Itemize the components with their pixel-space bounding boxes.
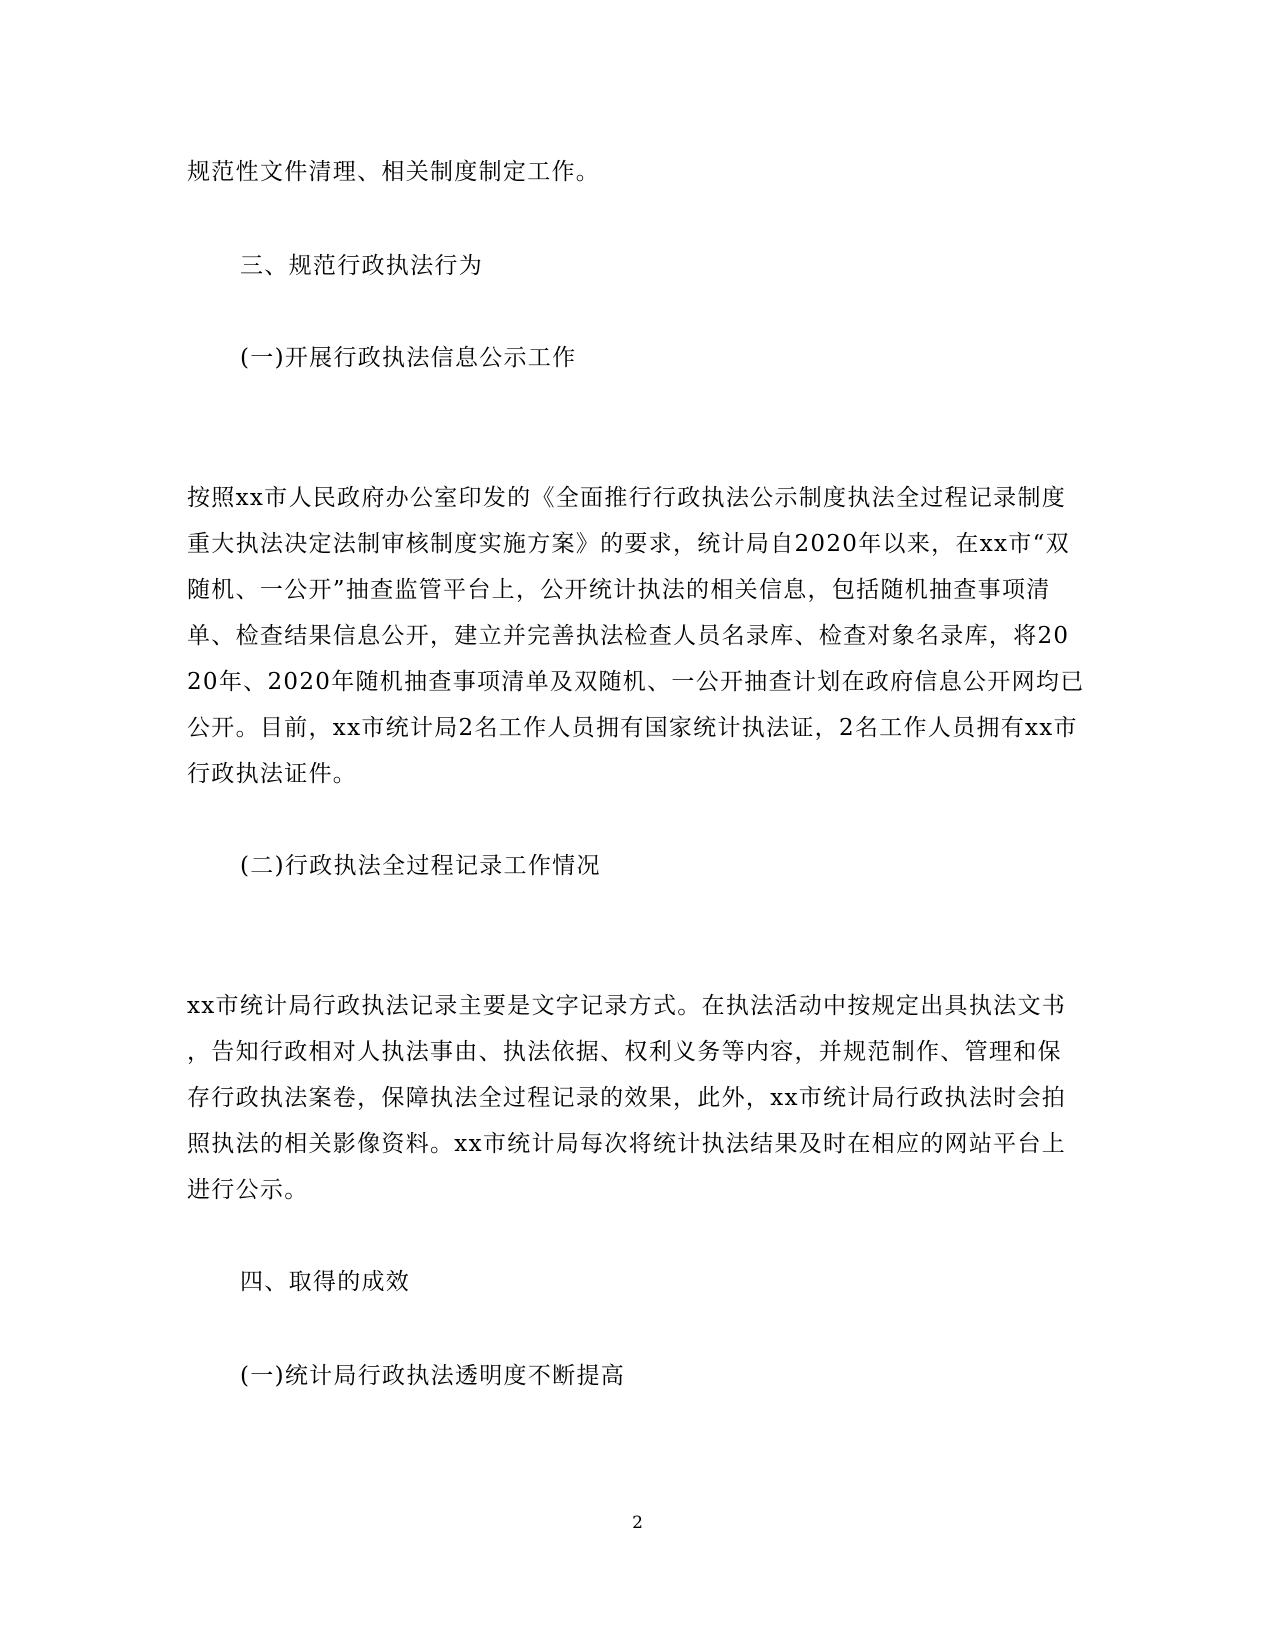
section-heading: 三、规范行政执法行为 xyxy=(240,253,483,279)
paragraph-line: 重大执法决定法制审核制度实施方案》的要求，统计局自2020年以来，在xx市“双 xyxy=(187,531,1070,557)
subsection-heading: (一)开展行政执法信息公示工作 xyxy=(240,345,577,371)
paragraph-line: 单、检查结果信息公开，建立并完善执法检查人员名录库、检查对象名录库，将20 xyxy=(187,623,1070,649)
section-heading: 四、取得的成效 xyxy=(240,1269,411,1295)
body-text-line: 规范性文件清理、相关制度制定工作。 xyxy=(187,159,601,185)
paragraph-line: 随机、一公开”抽查监管平台上，公开统计执法的相关信息，包括随机抽查事项清 xyxy=(187,577,1051,603)
paragraph-line: 行政执法证件。 xyxy=(187,761,358,787)
paragraph-line: xx市统计局行政执法记录主要是文字记录方式。在执法活动中按规定出具执法文书 xyxy=(187,993,1067,1019)
paragraph-line: 20年、2020年随机抽查事项清单及双随机、一公开抽查计划在政府信息公开网均已 xyxy=(187,669,1085,695)
paragraph-line: 公开。目前，xx市统计局2名工作人员拥有国家统计执法证，2名工作人员拥有xx市 xyxy=(187,715,1078,741)
paragraph-line: 照执法的相关影像资料。xx市统计局每次将统计执法结果及时在相应的网站平台上 xyxy=(187,1131,1067,1157)
paragraph-line: 按照xx市人民政府办公室印发的《全面推行行政执法公示制度执法全过程记录制度 xyxy=(187,485,1067,511)
paragraph-line: 进行公示。 xyxy=(187,1177,309,1203)
paragraph-line: ，告知行政相对人执法事由、执法依据、权利义务等内容，并规范制作、管理和保 xyxy=(187,1039,1062,1065)
paragraph-line: 存行政执法案卷，保障执法全过程记录的效果，此外，xx市统计局行政执法时会拍 xyxy=(187,1085,1067,1111)
page-number: 2 xyxy=(632,1513,643,1533)
subsection-heading: (一)统计局行政执法透明度不断提高 xyxy=(240,1363,626,1389)
subsection-heading: (二)行政执法全过程记录工作情况 xyxy=(240,853,601,879)
